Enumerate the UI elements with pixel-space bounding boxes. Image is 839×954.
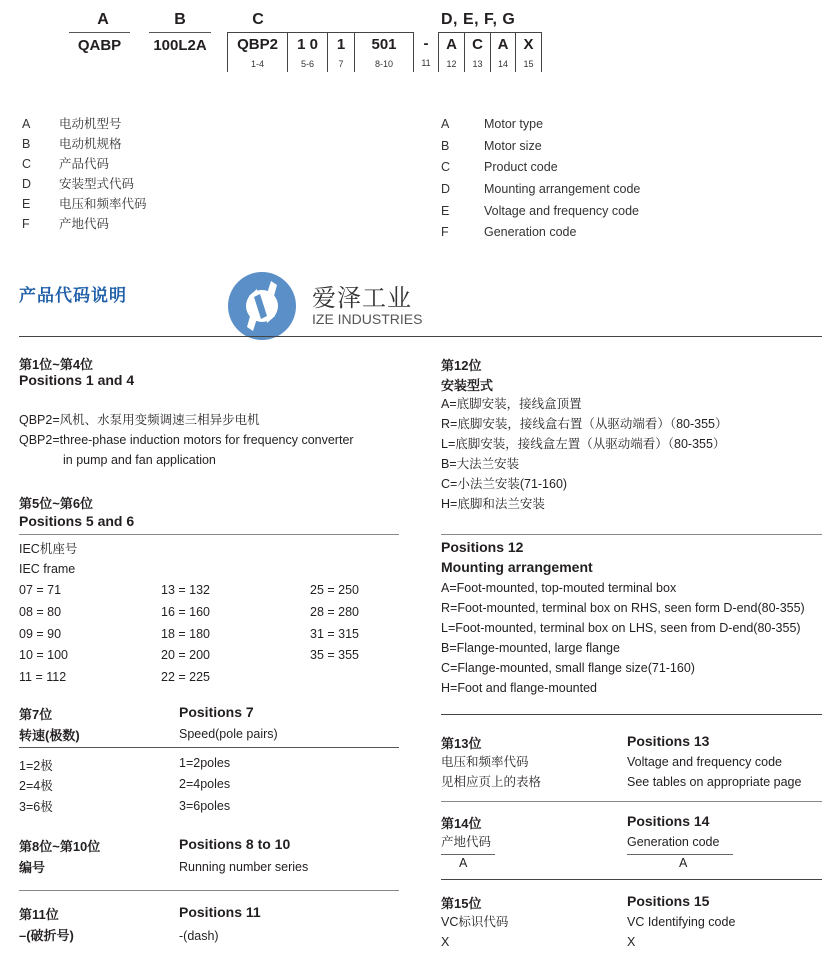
header-defg: D, E, F, G bbox=[441, 11, 516, 28]
logo-english-name: IZE INDUSTRIES bbox=[312, 311, 423, 327]
code-box-5-6 bbox=[287, 32, 327, 72]
legend-text: 电动机型号 bbox=[59, 117, 122, 131]
heading-cn: 第14位 bbox=[441, 816, 482, 831]
legend-key: D bbox=[22, 177, 32, 191]
code-box-positions: 11 bbox=[421, 58, 431, 68]
mount-item-en: H=Foot and flange-mounted bbox=[441, 681, 598, 695]
heading-en: Positions 5 and 6 bbox=[19, 513, 135, 529]
legend-text: 安装型式代码 bbox=[59, 177, 135, 191]
legend-key: F bbox=[441, 225, 449, 239]
code-box-15 bbox=[515, 32, 541, 72]
frame-item: 09 = 90 bbox=[19, 627, 62, 641]
code-box-13 bbox=[464, 32, 490, 72]
heading-en: Positions 1 and 4 bbox=[19, 372, 135, 388]
code-box-value: 501 bbox=[371, 36, 397, 53]
speed-item-cn: 3=6极 bbox=[19, 800, 53, 814]
legend-text: Generation code bbox=[484, 225, 577, 239]
heading-cn: 第11位 bbox=[19, 907, 59, 922]
mount-item-en: C=Flange-mounted, small flange size(71-160) bbox=[441, 661, 695, 675]
value-en: X bbox=[627, 935, 636, 949]
subheading-cn: 安装型式 bbox=[441, 378, 494, 393]
description-cn: QBP2=风机、水泵用变频调速三相异步电机 bbox=[19, 413, 260, 427]
legend-text: Product code bbox=[484, 160, 558, 174]
legend-key: F bbox=[22, 217, 30, 231]
heading-en: Positions 13 bbox=[627, 733, 710, 749]
heading-en: Positions 15 bbox=[627, 893, 710, 909]
mount-item-en: A=Foot-mounted, top-mouted terminal box bbox=[441, 581, 677, 595]
legend-text: Motor type bbox=[484, 117, 544, 131]
legend-key: A bbox=[441, 117, 450, 131]
legend-key: C bbox=[22, 157, 32, 171]
heading-en: Positions 14 bbox=[627, 813, 710, 829]
frame-item: 18 = 180 bbox=[161, 627, 211, 641]
legend-text: Mounting arrangement code bbox=[484, 182, 641, 196]
code-box-value: 1 bbox=[336, 36, 346, 53]
heading-cn: 第1位~第4位 bbox=[19, 357, 94, 372]
legend-text: 电压和频率代码 bbox=[59, 197, 147, 211]
divider bbox=[441, 801, 822, 802]
mount-item-cn: B=大法兰安装 bbox=[441, 457, 520, 471]
heading-en: Positions 8 to 10 bbox=[179, 836, 291, 852]
divider bbox=[19, 534, 399, 535]
code-box-8-10 bbox=[354, 32, 413, 72]
code-box-value: C bbox=[472, 36, 483, 53]
legend-key: B bbox=[22, 137, 31, 151]
mount-item-en: L=Foot-mounted, terminal box on LHS, seen from D-end(80-355) bbox=[441, 621, 801, 635]
code-box-value: X bbox=[523, 36, 534, 53]
code-box-value: - bbox=[423, 35, 429, 52]
mount-item-cn: A=底脚安装，接线盒顶置 bbox=[441, 397, 582, 411]
heading-cn: 第15位 bbox=[441, 896, 482, 911]
legend-text: 产品代码 bbox=[59, 157, 110, 171]
divider bbox=[441, 714, 822, 715]
frame-item: 10 = 100 bbox=[19, 648, 69, 662]
subheading-en: -(dash) bbox=[179, 929, 219, 943]
heading-en: Positions 11 bbox=[179, 904, 261, 920]
legend-key: B bbox=[441, 139, 450, 153]
description-en-1: QBP2=three-phase induction motors for frequency converter bbox=[19, 433, 354, 447]
code-box-positions: 5-6 bbox=[300, 59, 314, 69]
value-cn: X bbox=[441, 935, 450, 949]
divider bbox=[19, 890, 399, 891]
line-cn-1: 电压和频率代码 bbox=[441, 755, 529, 769]
header-b: B bbox=[174, 11, 186, 28]
code-box-1-4 bbox=[227, 32, 287, 72]
frame-item: 20 = 200 bbox=[161, 648, 211, 662]
line-en-1: Voltage and frequency code bbox=[627, 755, 782, 769]
subheading-en: Speed(pole pairs) bbox=[179, 727, 278, 741]
code-box-right-border bbox=[541, 32, 542, 72]
speed-item-cn: 2=4极 bbox=[19, 779, 53, 793]
heading-cn: 第5位~第6位 bbox=[19, 496, 94, 511]
header-a: A bbox=[97, 11, 109, 28]
header-c: C bbox=[252, 11, 264, 28]
logo-icon bbox=[227, 271, 297, 341]
divider bbox=[19, 747, 399, 748]
heading-cn: 第12位 bbox=[441, 358, 482, 373]
heading-en: Positions 7 bbox=[179, 704, 254, 720]
heading-cn: 第7位 bbox=[19, 707, 53, 722]
mount-item-en: R=Foot-mounted, terminal box on RHS, seen form D-end(80-355) bbox=[441, 601, 805, 615]
frame-item: 35 = 355 bbox=[310, 648, 360, 662]
frame-item: 11 = 112 bbox=[19, 670, 67, 684]
heading-cn: 第13位 bbox=[441, 736, 482, 751]
legend-key: C bbox=[441, 160, 451, 174]
frame-item: 07 = 71 bbox=[19, 583, 62, 597]
code-box-positions: 13 bbox=[472, 59, 483, 69]
divider bbox=[441, 879, 822, 880]
frame-item: 31 = 315 bbox=[310, 627, 360, 641]
mount-item-cn: H=底脚和法兰安装 bbox=[441, 497, 545, 511]
mount-item-cn: R=底脚安装，接线盒右置（从驱动端看）（80-355） bbox=[441, 417, 728, 431]
section-divider bbox=[19, 336, 822, 337]
code-box-12 bbox=[438, 32, 464, 72]
code-box-value: 1 0 bbox=[297, 36, 318, 53]
code-box-positions: 14 bbox=[497, 59, 508, 69]
label-cn: IEC机座号 bbox=[19, 542, 78, 556]
value-en: A bbox=[679, 856, 688, 870]
speed-item-en: 2=4poles bbox=[179, 777, 231, 791]
frame-item: 16 = 160 bbox=[161, 605, 211, 619]
code-box-11 bbox=[413, 32, 438, 72]
header-b-line bbox=[149, 32, 211, 33]
subheading-cn: 编号 bbox=[19, 860, 46, 875]
legend-key: E bbox=[22, 197, 31, 211]
speed-item-en: 1=2poles bbox=[179, 756, 231, 770]
code-a-value: QABP bbox=[77, 37, 122, 54]
subheading-cn: 转速(极数) bbox=[19, 728, 80, 743]
mount-item-en: B=Flange-mounted, large flange bbox=[441, 641, 620, 655]
legend-key: E bbox=[441, 204, 450, 218]
code-box-positions: 7 bbox=[338, 59, 344, 69]
code-box-14 bbox=[490, 32, 515, 72]
mount-item-cn: L=底脚安装，接线盒左置（从驱动端看）（80-355） bbox=[441, 437, 726, 451]
heading-en: Positions 12 bbox=[441, 539, 524, 555]
frame-item: 08 = 80 bbox=[19, 605, 62, 619]
subheading-cn: –(破折号) bbox=[19, 928, 74, 943]
code-box-positions: 15 bbox=[523, 59, 534, 69]
heading-cn: 第8位~第10位 bbox=[19, 839, 101, 854]
mount-item-cn: C=小法兰安装(71-160) bbox=[441, 477, 568, 491]
label-cn: 产地代码 bbox=[441, 832, 495, 855]
label-cn: VC标识代码 bbox=[441, 915, 509, 929]
code-box-value: A bbox=[446, 36, 457, 53]
legend-text: 电动机规格 bbox=[59, 137, 122, 151]
legend-text: Voltage and frequency code bbox=[484, 204, 639, 218]
frame-item: 22 = 225 bbox=[161, 670, 211, 684]
legend-key: A bbox=[22, 117, 31, 131]
section-title: 产品代码说明 bbox=[19, 286, 127, 305]
label-en: VC Identifying code bbox=[627, 915, 736, 929]
subheading-en: Running number series bbox=[179, 860, 309, 874]
code-box-positions: 12 bbox=[446, 59, 457, 69]
subheading-en: Mounting arrangement bbox=[441, 559, 593, 575]
legend-text: Motor size bbox=[484, 139, 542, 153]
label-en: Generation code bbox=[627, 832, 733, 855]
legend-key: D bbox=[441, 182, 451, 196]
code-box-value: A bbox=[497, 36, 509, 53]
line-en-2: See tables on appropriate page bbox=[627, 775, 802, 789]
line-cn-2: 见相应页上的表格 bbox=[441, 775, 542, 789]
code-b-value: 100L2A bbox=[153, 37, 207, 54]
frame-item: 25 = 250 bbox=[310, 583, 360, 597]
value-cn: A bbox=[459, 856, 468, 870]
code-box-positions: 1-4 bbox=[250, 59, 264, 69]
frame-item: 13 = 132 bbox=[161, 583, 211, 597]
speed-item-cn: 1=2极 bbox=[19, 759, 53, 773]
code-box-value: QBP2 bbox=[237, 36, 278, 53]
divider bbox=[441, 534, 822, 535]
description-en-2: in pump and fan application bbox=[63, 453, 216, 467]
legend-text: 产地代码 bbox=[59, 217, 110, 231]
code-box-positions: 8-10 bbox=[374, 59, 393, 69]
logo-chinese-name: 爱泽工业 bbox=[312, 285, 412, 312]
code-box-7 bbox=[327, 32, 354, 72]
speed-item-en: 3=6poles bbox=[179, 799, 231, 813]
header-a-line bbox=[69, 32, 130, 33]
frame-item: 28 = 280 bbox=[310, 605, 360, 619]
label-en: IEC frame bbox=[19, 562, 76, 576]
